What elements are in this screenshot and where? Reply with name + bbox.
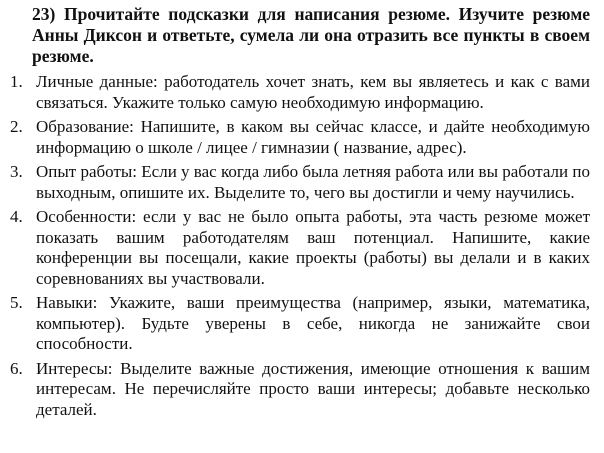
list-item-text: Особенности: если у вас не было опыта работы, эта часть резюме может показать вашим работодателям ваш потенциал. Напишите, какие конференции вы посещали, какие проекты (работы) вы делали и в каких соревнованиях вы участвовали.	[36, 207, 590, 288]
list-item-text: Навыки: Укажите, ваши преимущества (например, языки, математика, компьютер). Будьте уверены в себе, никогда не занижайте свои способности.	[36, 293, 590, 353]
list-item	[10, 207, 590, 289]
list-item-number: 4.	[10, 207, 23, 226]
list-item	[10, 72, 590, 113]
list-item-text: Интересы: Выделите важные достижения, имеющие отношения к вашим интересам. Не перечисляйте просто ваши интересы; добавьте несколько деталей.	[36, 358, 590, 419]
resume-tips-list	[10, 72, 590, 420]
task-instruction: Прочитайте подсказки для написания резюме. Изучите резюме Анны Диксон и ответьте, сумела ли она отразить все пункты в своем резюме.	[32, 4, 591, 66]
list-item-number: 6.	[10, 358, 23, 378]
list-item	[10, 117, 590, 158]
list-item	[10, 293, 590, 355]
list-item-number: 1.	[10, 72, 23, 91]
list-item	[10, 162, 590, 203]
list-item-text: Опыт работы: Если у вас когда либо была летняя работа или вы работали по выходным, опишите их. Выделите то, чего вы достигли и чему научились.	[36, 162, 590, 202]
list-item-number: 3.	[10, 162, 23, 181]
list-item-text: Образование: Напишите, в каком вы сейчас классе, и дайте необходимую информацию о школе / лицее / гимназии ( название, адрес).	[36, 117, 590, 157]
list-item-number: 5.	[10, 293, 23, 312]
list-item-text: Личные данные: работодатель хочет знать, кем вы являетесь и как с вами связаться. Укажите только самую необходимую информацию.	[36, 72, 590, 112]
task-heading	[10, 4, 590, 67]
task-number: 23)	[32, 4, 56, 24]
list-item-number: 2.	[10, 117, 23, 136]
list-item	[10, 359, 590, 421]
